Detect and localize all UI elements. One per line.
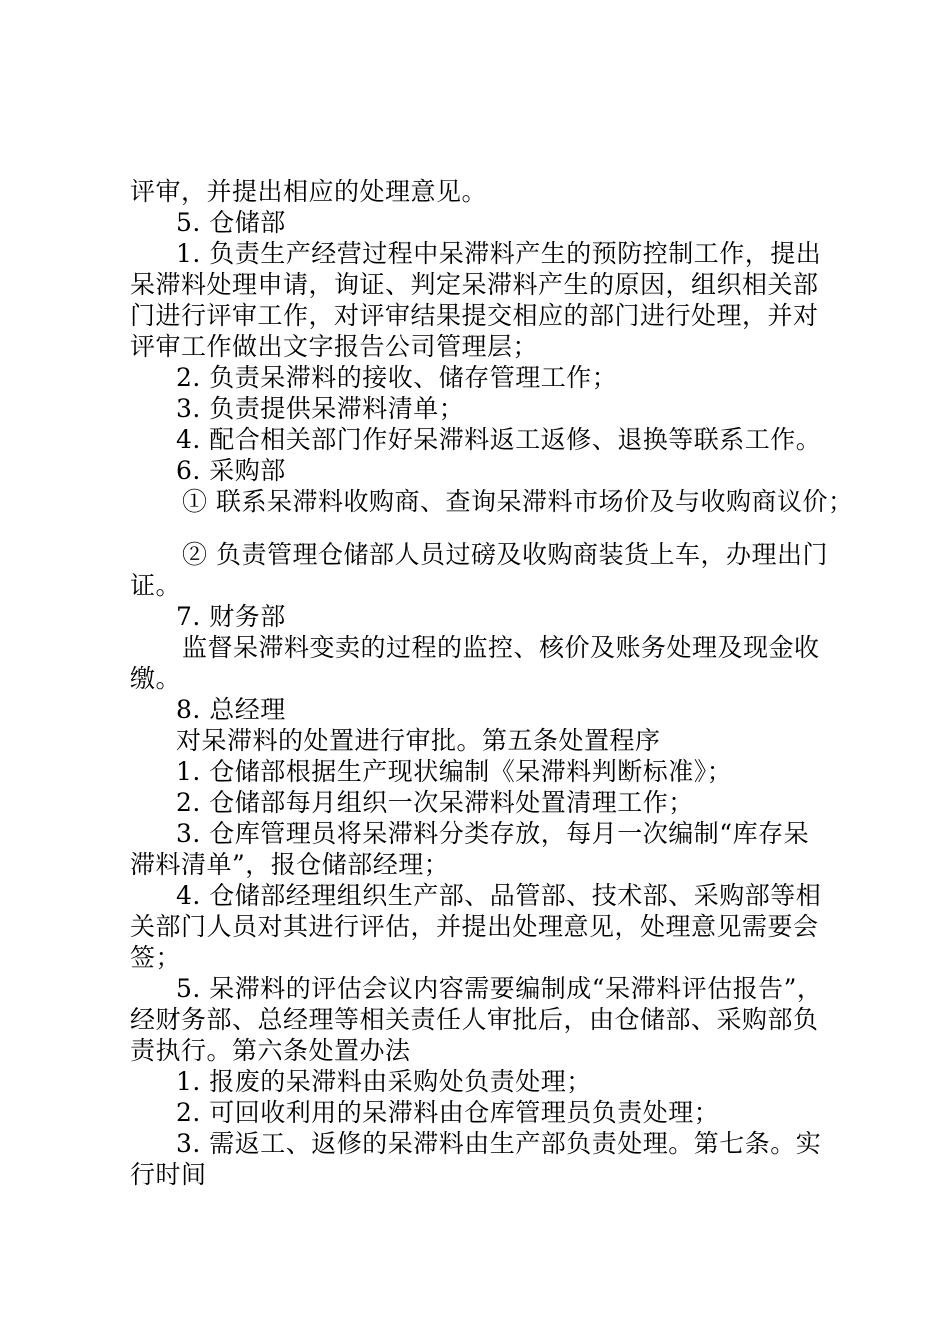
paragraph-line: 滞料清单”，报仓储部经理；: [130, 850, 450, 879]
paragraph-line: 证。: [130, 571, 182, 600]
paragraph-line: 3. 仓库管理员将呆滞料分类存放，每月一次编制“库存呆: [176, 819, 810, 848]
paragraph-line: 1. 仓储部根据生产现状编制《呆滞料判断标准》；: [176, 757, 733, 786]
paragraph-line: 4. 配合相关部门作好呆滞料返工返修、退换等联系工作。: [176, 425, 822, 454]
section-heading-warehouse: 5. 仓储部: [176, 208, 286, 237]
paragraph-line: 经财务部、总经理等相关责任人审批后，由仓储部、采购部负: [130, 1005, 819, 1034]
section-heading-general-manager: 8. 总经理: [176, 695, 286, 724]
paragraph-line: 4. 仓储部经理组织生产部、品管部、技术部、采购部等相: [176, 881, 822, 910]
document-body: [130, 176, 854, 1190]
paragraph-line: 评审，并提出相应的处理意见。: [130, 177, 488, 206]
paragraph-line: 缴。: [130, 664, 182, 693]
paragraph-line: 评审工作做出文字报告公司管理层；: [130, 332, 539, 361]
paragraph-line: 门进行评审工作，对评审结果提交相应的部门进行处理，并对: [130, 301, 819, 330]
paragraph-line: 2. 可回收利用的呆滞料由仓库管理员负责处理；: [176, 1098, 720, 1127]
paragraph-line: ① 联系呆滞料收购商、查询呆滞料市场价及与收购商议价；: [182, 487, 854, 516]
paragraph-line: 3. 需返工、返修的呆滞料由生产部负责处理。第七条。实: [176, 1129, 822, 1158]
paragraph-line: 2. 负责呆滞料的接收、储存管理工作；: [176, 363, 618, 392]
section-heading-finance: 7. 财务部: [176, 602, 286, 631]
paragraph-line: 监督呆滞料变卖的过程的监控、核价及账务处理及现金收: [182, 633, 820, 662]
paragraph-line: 责执行。第六条处置办法: [130, 1036, 411, 1065]
section-heading-purchasing: 6. 采购部: [176, 456, 286, 485]
paragraph-line: ② 负责管理仓储部人员过磅及收购商装货上车，办理出门: [182, 540, 828, 569]
paragraph-line: 1. 报废的呆滞料由采购处负责处理；: [176, 1067, 592, 1096]
paragraph-line: 签；: [130, 943, 182, 972]
paragraph-line: 3. 负责提供呆滞料清单；: [176, 394, 465, 423]
paragraph-line: 关部门人员对其进行评估，并提出处理意见，处理意见需要会: [130, 912, 819, 941]
paragraph-line: 行时间: [130, 1160, 207, 1189]
paragraph-line: 5. 呆滞料的评估会议内容需要编制成“呆滞料评估报告”，: [176, 974, 823, 1003]
paragraph-line: 对呆滞料的处置进行审批。第五条处置程序: [176, 726, 661, 755]
paragraph-line: 1. 负责生产经营过程中呆滞料产生的预防控制工作，提出: [176, 239, 822, 268]
paragraph-line: 呆滞料处理申请，询证、判定呆滞料产生的原因，组织相关部: [130, 270, 819, 299]
paragraph-line: 2. 仓储部每月组织一次呆滞料处置清理工作；: [176, 788, 694, 817]
